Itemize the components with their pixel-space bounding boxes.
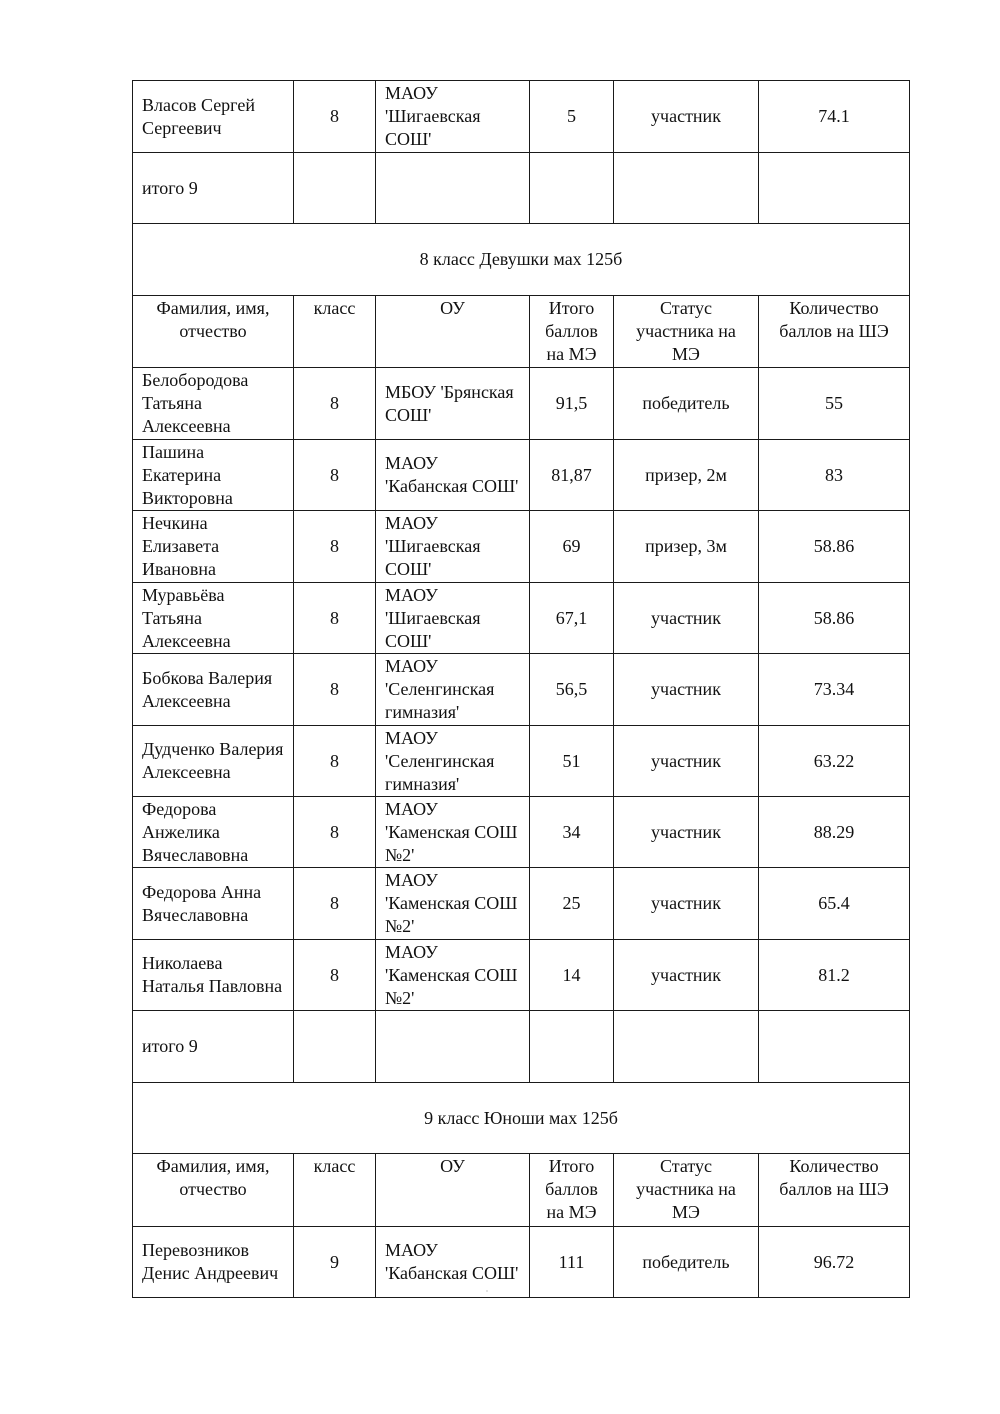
empty-cell: [294, 153, 376, 224]
participant-se-score: 81.2: [759, 940, 910, 1011]
empty-cell: [376, 153, 530, 224]
results-table: [132, 80, 910, 1298]
participant-name: Пашина Екатерина Викторовна: [133, 440, 294, 511]
participant-grade: 9: [294, 1227, 376, 1298]
participant-grade: 8: [294, 81, 376, 153]
empty-cell: [614, 153, 759, 224]
participant-status: участник: [614, 726, 759, 797]
column-header-row: [133, 296, 910, 368]
participant-se-score: 65.4: [759, 868, 910, 940]
participant-me-score: 91,5: [530, 368, 614, 440]
empty-cell: [759, 153, 910, 224]
participant-school: МАОУ 'Шигаевская СОШ': [376, 81, 530, 153]
participant-row: [133, 583, 910, 654]
column-header-status: Статус участника на МЭ: [614, 1154, 759, 1227]
participant-status: участник: [614, 654, 759, 726]
empty-cell: [376, 1011, 530, 1083]
participant-school: МАОУ 'Кабанская СОШ': [376, 440, 530, 511]
participant-me-score: 34: [530, 797, 614, 868]
participant-row: [133, 797, 910, 868]
participant-grade: 8: [294, 940, 376, 1011]
participant-me-score: 25: [530, 868, 614, 940]
empty-cell: [294, 1011, 376, 1083]
column-header-se-score: Количество баллов на ШЭ: [759, 1154, 910, 1227]
column-header-se-score: Количество баллов на ШЭ: [759, 296, 910, 368]
participant-se-score: 58.86: [759, 511, 910, 583]
participant-grade: 8: [294, 511, 376, 583]
participant-status: участник: [614, 868, 759, 940]
participant-me-score: 51: [530, 726, 614, 797]
column-header-status: Статус участника на МЭ: [614, 296, 759, 368]
participant-name: Муравьёва Татьяна Алексеевна: [133, 583, 294, 654]
participant-status: победитель: [614, 368, 759, 440]
participant-grade: 8: [294, 368, 376, 440]
empty-cell: [530, 1011, 614, 1083]
participant-se-score: 58.86: [759, 583, 910, 654]
participant-grade: 8: [294, 868, 376, 940]
participant-me-score: 56,5: [530, 654, 614, 726]
participant-me-score: 5: [530, 81, 614, 153]
section-title: 8 класс Девушки мах 125б: [133, 224, 910, 296]
participant-row: [133, 511, 910, 583]
participant-grade: 8: [294, 797, 376, 868]
participant-row: [133, 440, 910, 511]
participant-grade: 8: [294, 726, 376, 797]
participant-row: [133, 868, 910, 940]
participant-school: МБОУ 'Брянская СОШ': [376, 368, 530, 440]
participant-se-score: 88.29: [759, 797, 910, 868]
participant-status: призер, 3м: [614, 511, 759, 583]
participant-name: Бобкова Валерия Алексеевна: [133, 654, 294, 726]
participant-se-score: 74.1: [759, 81, 910, 153]
column-header-me-score: Итого баллов на МЭ: [530, 1154, 614, 1227]
empty-cell: [759, 1011, 910, 1083]
column-header-school: ОУ: [376, 1154, 530, 1227]
column-header-school: ОУ: [376, 296, 530, 368]
participant-me-score: 111: [530, 1227, 614, 1298]
participant-row: [133, 368, 910, 440]
participant-school: МАОУ 'Каменская СОШ №2': [376, 940, 530, 1011]
participant-row: [133, 654, 910, 726]
total-label: итого 9: [133, 153, 294, 224]
participant-name: Николаева Наталья Павловна: [133, 940, 294, 1011]
participant-school: МАОУ 'Каменская СОШ №2': [376, 868, 530, 940]
column-header-row: [133, 1154, 910, 1227]
column-header-me-score: Итого баллов на МЭ: [530, 296, 614, 368]
participant-se-score: 73.34: [759, 654, 910, 726]
participant-status: участник: [614, 940, 759, 1011]
participant-row: [133, 81, 910, 153]
participant-me-score: 67,1: [530, 583, 614, 654]
section-title: 9 класс Юноши мах 125б: [133, 1083, 910, 1154]
participant-status: участник: [614, 81, 759, 153]
participant-se-score: 63.22: [759, 726, 910, 797]
total-row: [133, 1011, 910, 1083]
empty-cell: [530, 153, 614, 224]
participant-status: участник: [614, 583, 759, 654]
participant-grade: 8: [294, 654, 376, 726]
participant-name: Власов Сергей Сергеевич: [133, 81, 294, 153]
participant-name: Федорова Анна Вячеславовна: [133, 868, 294, 940]
participant-me-score: 14: [530, 940, 614, 1011]
section-row: [133, 1083, 910, 1154]
participant-school: МАОУ 'Кабанская СОШ': [376, 1227, 530, 1298]
participant-name: Белобородова Татьяна Алексеевна: [133, 368, 294, 440]
results-table-body: [133, 81, 910, 1298]
participant-me-score: 81,87: [530, 440, 614, 511]
participant-row: [133, 1227, 910, 1298]
column-header-name: Фамилия, имя, отчество: [133, 1154, 294, 1227]
total-label: итого 9: [133, 1011, 294, 1083]
participant-row: [133, 726, 910, 797]
participant-status: победитель: [614, 1227, 759, 1298]
participant-status: призер, 2м: [614, 440, 759, 511]
participant-school: МАОУ 'Селенгинская гимназия': [376, 654, 530, 726]
participant-school: МАОУ 'Каменская СОШ №2': [376, 797, 530, 868]
participant-school: МАОУ 'Шигаевская СОШ': [376, 583, 530, 654]
total-row: [133, 153, 910, 224]
participant-row: [133, 940, 910, 1011]
column-header-grade: класс: [294, 296, 376, 368]
participant-grade: 8: [294, 583, 376, 654]
participant-name: Перевозников Денис Андреевич: [133, 1227, 294, 1298]
participant-name: Федорова Анжелика Вячеславовна: [133, 797, 294, 868]
participant-name: Нечкина Елизавета Ивановна: [133, 511, 294, 583]
participant-se-score: 83: [759, 440, 910, 511]
participant-name: Дудченко Валерия Алексеевна: [133, 726, 294, 797]
scan-speck: [486, 1290, 488, 1292]
participant-grade: 8: [294, 440, 376, 511]
section-row: [133, 224, 910, 296]
participant-se-score: 96.72: [759, 1227, 910, 1298]
participant-me-score: 69: [530, 511, 614, 583]
empty-cell: [614, 1011, 759, 1083]
participant-school: МАОУ 'Селенгинская гимназия': [376, 726, 530, 797]
column-header-name: Фамилия, имя, отчество: [133, 296, 294, 368]
column-header-grade: класс: [294, 1154, 376, 1227]
participant-school: МАОУ 'Шигаевская СОШ': [376, 511, 530, 583]
participant-status: участник: [614, 797, 759, 868]
participant-se-score: 55: [759, 368, 910, 440]
